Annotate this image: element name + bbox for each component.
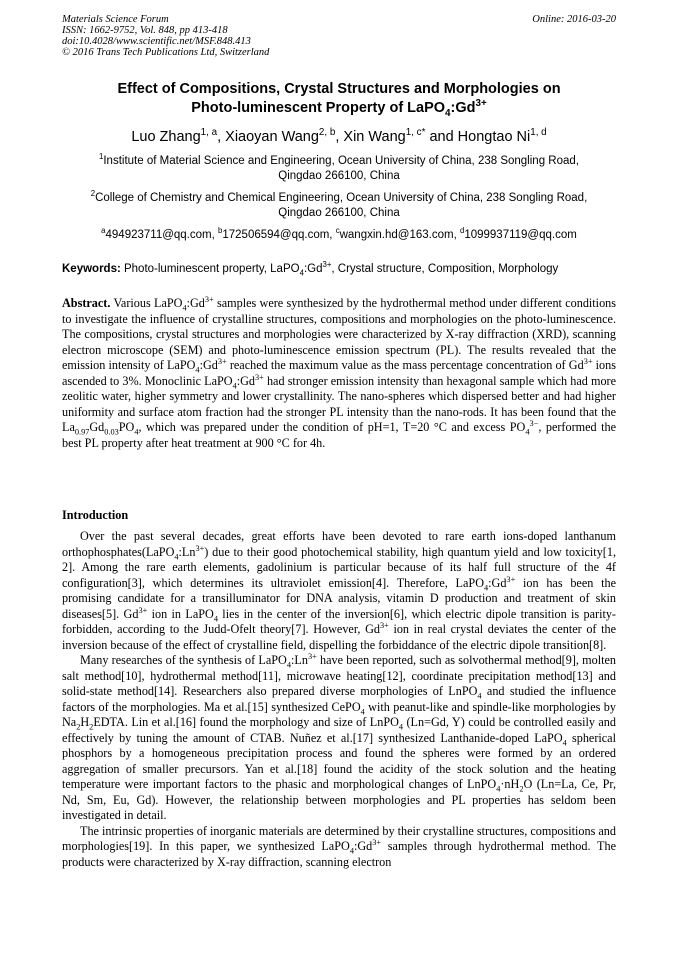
affiliation-1: $^1$Institute of Material Science and Engineering, Ocean University of China, 238 Songling Road, Qingdao 266100, China — [99, 152, 579, 182]
abstract-label: Abstract. — [62, 296, 111, 310]
title-line-1: Effect of Compositions, Crystal Structures and Morphologies on — [117, 81, 561, 97]
keywords-label: Keywords: — [62, 263, 121, 275]
abstract: Abstract. Various $LaPO_4:Gd^{3+}$ samples were synthesized by the hydrothermal method under different conditions to investigate the influence of crystalline structures, compositions and morphologies on the photo-luminescence. The compositions, crystal structures and morphologies were characterized by X-ray diffraction (XRD), scanning electron microscope (SEM) and photo-luminescence emission spectrum (PL). The results revealed that the emission intensity of $LaPO_4:Gd^{3+}$ reached the maximum value as the mass percentage concentration of $Gd^{3+}$ ions ascended to 3%. Monoclinic $LaPO_4:Gd^{3+}$ had stronger emission intensity than hexagonal sample which had more zeolitic water, higher symmetry and lower crystallinity. The nano-spheres which dispersed better and had higher uniformity and surface atom fraction had the stronger PL intensity than the nano-rods. It has been found that the $La_{0.97}Gd_{0.03}PO_4$, which was prepared under the condition of pH=1, T=20 °C and excess $PO_4^{3-}$, performed the best PL property after heat treatment at 900 °C for 4h. — [62, 294, 617, 450]
affiliation-2: $^2$College of Chemistry and Chemical Engineering, Ocean University of China, 238 Songling Road, Qingdao 266100, China — [90, 189, 588, 219]
author-name: and Hongtao Ni — [425, 129, 531, 145]
journal-name: Materials Science Forum — [62, 14, 169, 25]
title-line-2: Photo-luminescent Property of $LaPO_4:Gd^{3+}$ — [191, 98, 487, 119]
issn-line: ISSN: 1662-9752, Vol. 848, pp 413-418 — [62, 25, 228, 36]
author-list: Luo Zhang$^{1, a}$, Xiaoyan Wang$^{2, b}$, Xin Wang$^{1, c*}$ and Hongtao Ni$^{1, d}$ — [131, 127, 547, 145]
paragraph: Many researches of the synthesis of $LaPO_4:Ln^{3+}$ have been reported, such as solvothermal method[9], molten salt method[10], hydrothermal method[11], microwave heating[12], coordinate precipitation method[13] and solid-state method[14]. Researchers also prepared diverse morphologies of LnPO$_4$ and studied the influence factors of the morphologies. Ma et al.[15] synthesized CePO$_4$ with peanut-like and spindle-like morphologies by $Na_2H_2EDTA$. Lin et al.[16] found the morphology and size of LnPO$_4$ (Ln=Gd, Y) could be controlled easily and effectively by tuning the amount of CTAB. Nuñez et al.[17] synthesized Lanthanide-doped LaPO$_4$ spherical phosphors by a homogeneous precipitation process and found the spheres were formed by an ordered aggregation of smaller precursors. Yan et al.[18] found the acidity of the stock solution and the heating temperature were important factors to the phasic and morphological changes of $LnPO_4\cdot nH_2O$ (Ln=La, Ce, Pr, Nd, Sm, Eu, Gd). However, the relationship between morphologies and PL properties has seldom been investigated in detail. — [62, 651, 617, 822]
paragraph: Over the past several decades, great efforts have been devoted to rare earth ions-doped lanthanum $orthophosphates(LaPO_4:Ln^{3+})$ due to their good photochemical stability, high quantum yield and low toxicity[1, 2]. Among the rare earth elements, gadolinium is particular because of its half full structure of the 4f configuration[3], which determines its ultraviolet emission[4]. Therefore, $LaPO_4:Gd^{3+}$ ion has been the promising candidate for a transilluminator for DNA analysis, vitamin D production and treatment of skin diseases[5]. $Gd^{3+}$ ion in LaPO$_4$ lies in the center of the inversion[6], which electric dipole transition is parity-forbidden, according to the Judd-Ofelt theory[7]. However, $Gd^{3+}$ ion in real crystal deviates the center of the inversion because of the effect of crystalline field, dispelling the forbiddance of the electric dipole transition[8]. — [62, 529, 617, 652]
journal-header — [62, 14, 269, 58]
introduction-body — [62, 529, 616, 870]
author-name: , Xiaoyan Wang — [217, 129, 319, 145]
keywords: Keywords: Photo-luminescent property, $LaPO_4:Gd^{3+}$, Crystal structure, Composition, Morphology — [62, 260, 559, 278]
author-name: , Xin Wang — [335, 129, 406, 145]
author-emails: $^a$494923711@qq.com, $^b$172506594@qq.com, $^c$wangxin.hd@163.com, $^d$1099937119@qq.com — [101, 226, 577, 241]
paper-title — [60, 80, 618, 118]
author-name: Luo Zhang — [131, 129, 201, 145]
paragraph: The intrinsic properties of inorganic materials are determined by their crystalline structures, compositions and morphologies[19]. In this paper, we synthesized $LaPO_4:Gd^{3+}$ samples through hydrothermal method. The products were characterized by X-ray diffraction, scanning electron — [62, 823, 616, 869]
copyright-line: © 2016 Trans Tech Publications Ltd, Switzerland — [62, 47, 270, 58]
section-heading-introduction: Introduction — [62, 508, 129, 522]
doi-line: doi:10.4028/www.scientific.net/MSF.848.413 — [62, 36, 251, 47]
online-date: Online: 2016-03-20 — [532, 14, 616, 25]
